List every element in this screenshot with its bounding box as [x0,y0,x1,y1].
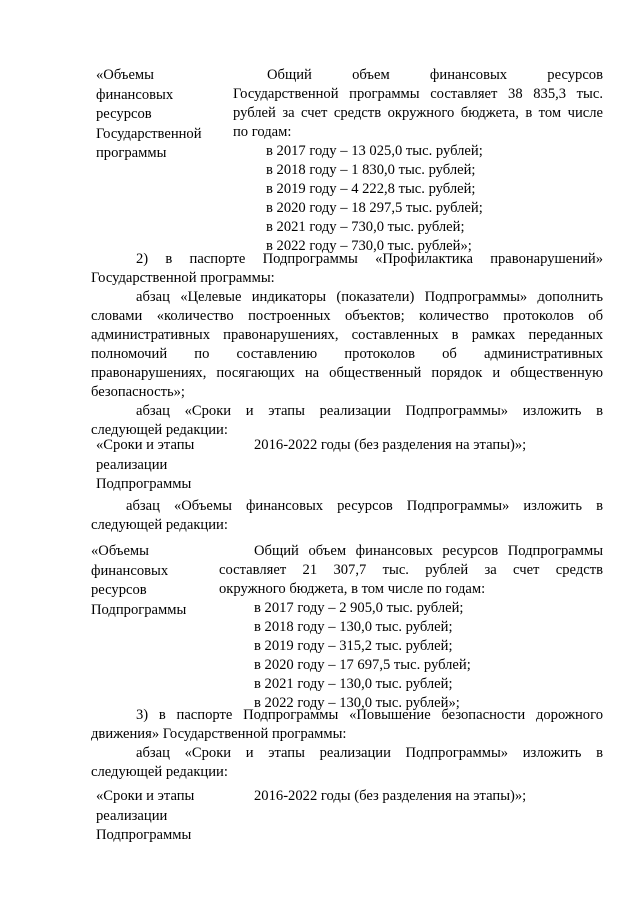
paragraph-line: безопасность»; [91,384,185,400]
section2-label: «Сроки и этапы реализации Подпрограммы [96,437,195,492]
paragraph-line: административных правонарушениях, составленных в рамках переданных [91,327,603,343]
section1-label: «Объемы финансовых ресурсов Государственной программы [96,67,202,161]
paragraph-line: абзац «Объемы финансовых ресурсов Подпрограммы» изложить в [126,498,603,514]
section1-year-line: в 2020 году – 18 297,5 тыс. рублей; [266,200,483,216]
section3-year-line: в 2017 году – 2 905,0 тыс. рублей; [254,600,464,616]
section1-line: рублей за счет средств окружного бюджета, в том числе [233,105,603,121]
section4-label: «Сроки и этапы реализации Подпрограммы [96,788,195,843]
paragraph-line: следующей редакции: [91,517,228,533]
section3-line: Общий объем финансовых ресурсов Подпрограммы [254,543,603,559]
paragraph-line: 2) в паспорте Подпрограммы «Профилактика правонарушений» [136,251,603,267]
paragraph-line: абзац «Целевые индикаторы (показатели) Подпрограммы» дополнить [136,289,603,305]
paragraph-line: следующей редакции: [91,422,228,438]
section2-value: 2016-2022 годы (без разделения на этапы)»; [254,437,527,453]
section1-line: Государственной программы составляет 38 835,3 тыс. [233,86,603,102]
paragraph-line: 3) в паспорте Подпрограммы «Повышение безопасности дорожного [136,707,603,723]
section3-line: окружного бюджета, в том числе по годам: [219,581,486,597]
section3-label: «Объемы финансовых ресурсов Подпрограммы [91,543,187,618]
section3-year-line: в 2022 году – 130,0 тыс. рублей»; [254,695,460,711]
paragraph-line: абзац «Сроки и этапы реализации Подпрограммы» изложить в [136,403,603,419]
paragraph-line: следующей редакции: [91,764,228,780]
section3-year-line: в 2021 году – 130,0 тыс. рублей; [254,676,453,692]
section1-year-line: в 2018 году – 1 830,0 тыс. рублей; [266,162,476,178]
paragraph-line: словами «количество построенных объектов; количество протоколов об [91,308,603,324]
section1-value [233,66,603,256]
section3-year-line: в 2019 году – 315,2 тыс. рублей; [254,638,453,654]
section1-year-line: в 2017 году – 13 025,0 тыс. рублей; [266,143,483,159]
paragraph-line: Государственной программы: [91,270,275,286]
paragraph-line: движения» Государственной программы: [91,726,347,742]
paragraph-3 [91,497,603,535]
section1-line: Общий объем финансовых ресурсов [267,67,603,83]
section3-value [219,542,603,713]
section1-year-line: в 2019 году – 4 222,8 тыс. рублей; [266,181,476,197]
section1-year-line: в 2022 году – 730,0 тыс. рублей»; [266,238,472,254]
section1-line: по годам: [233,124,292,140]
paragraph-2 [91,250,603,440]
section3-line: составляет 21 307,7 тыс. рублей за счет средств [219,562,603,578]
section3-year-line: в 2018 году – 130,0 тыс. рублей; [254,619,453,635]
section1-year-line: в 2021 году – 730,0 тыс. рублей; [266,219,465,235]
paragraph-line: правонарушениях, посягающих на общественный порядок и общественную [91,365,603,381]
paragraph-line: абзац «Сроки и этапы реализации Подпрограммы» изложить в [136,745,603,761]
paragraph-line: полномочий по составлению протоколов об административных [91,346,603,362]
section3-year-line: в 2020 году – 17 697,5 тыс. рублей; [254,657,471,673]
paragraph-4 [91,706,603,782]
section4-value: 2016-2022 годы (без разделения на этапы)»; [254,788,527,804]
